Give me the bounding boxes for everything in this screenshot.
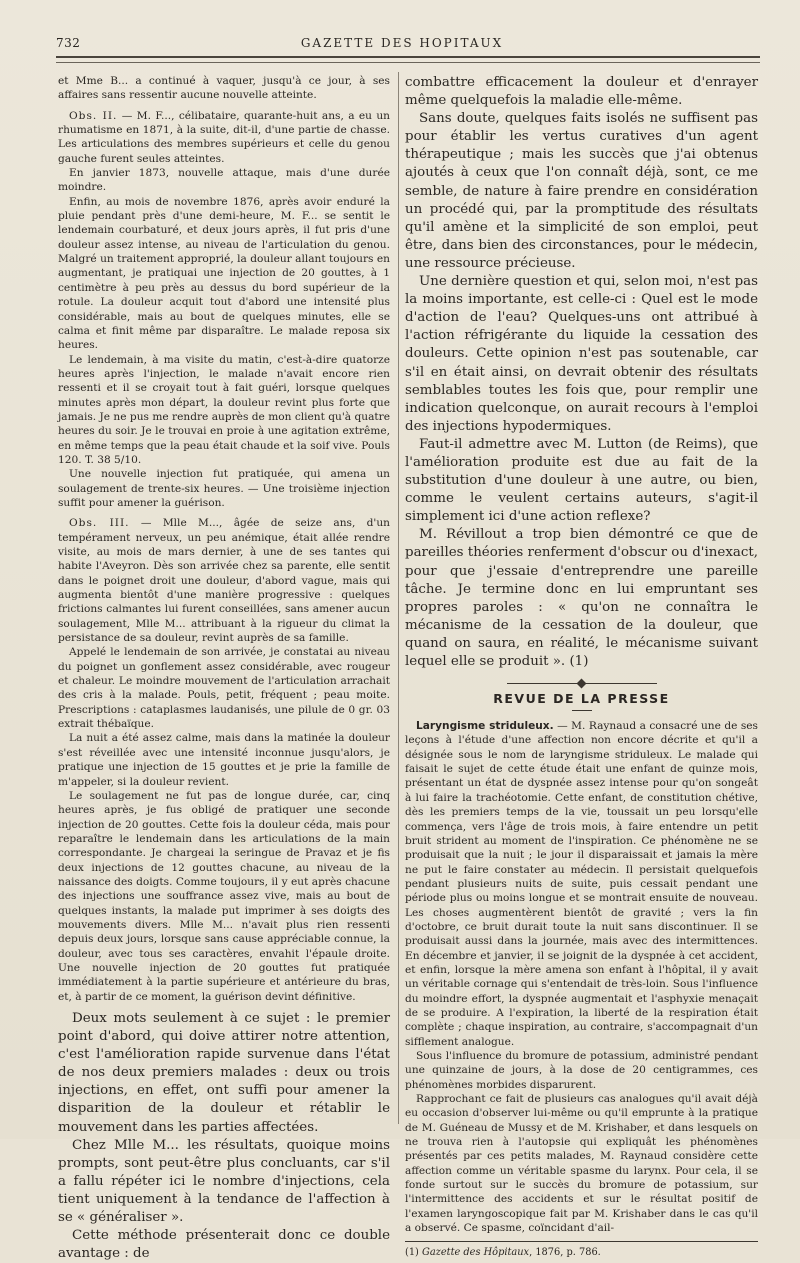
paragraph: Une nouvelle injection fut pratiquée, qui amena un soulagement de trente-six heures. — Une troisième injection suffit pour amener la guérison.	[58, 468, 390, 509]
paragraph: Enfin, au mois de novembre 1876, après avoir enduré la pluie pendant près d'une demi-heure, M. F... se sentit le lendemain courbaturé, et deux jours après, il fut pris d'une douleur assez intense, au niveau de l'articulation du genou. Malgré un traitement approprié, la douleur allant toujours en augmentant, je pratiquai une injection de 20 gouttes, à 1 centimètre à peu près au dessus du bord supérieur de la rotule. La douleur acquit tout d'abord une intensité plus considérable, mais au bout de quelques minutes, elle se calma et finit même par disparaître. Le malade reposa six heures.	[58, 195, 390, 352]
observation-text: — Mlle M..., âgée de seize ans, d'un tempérament nerveux, un peu anémique, était allée rendre visite, au mois de mars dernier, à une de ses tantes qui habite l'Aveyron. Dès son arrivée chez sa parente, elle sentit dans le poignet droit une douleur, d'abord vague, mais qui augmenta bientôt d'une manière progressive : quelques frictions calmantes lui furent conseillées, sans amener aucun soulagement, Mlle M... attribuant à la rigueur du climat la persistance de sa douleur, revint auprès de sa famille.	[58, 517, 390, 645]
running-title: GAZETTE DES HOPITAUX	[300, 36, 504, 50]
press-item-title: Laryngisme striduleux.	[416, 720, 554, 733]
observation-3	[58, 516, 390, 645]
footnote-mark: (1)	[405, 1247, 422, 1259]
paragraph: La nuit a été assez calme, mais dans la matinée la douleur s'est réveillée avec une intensité inconnue jusqu'alors, je pratique une injection de 15 gouttes et je prie la famille de m'appeler, si la douleur revient.	[58, 732, 390, 788]
commentary-continued	[405, 74, 758, 671]
page-number: 732	[56, 36, 81, 50]
paragraph: Deux mots seulement à ce sujet : le premier point d'abord, qui doive attirer notre attention, c'est l'amélioration rapide survenue dans l'état de nos deux premiers malades : deux ou trois injections, en effet, ont suffi pour amener la disparition de la douleur et rétablir le mouvement dans les parties affectées.	[58, 1011, 390, 1135]
footnote-source: Gazette des Hôpitaux	[422, 1247, 530, 1259]
paragraph: Cette méthode présenterait donc ce double avantage : de	[58, 1228, 390, 1262]
paragraph: Une dernière question et qui, selon moi, n'est pas la moins importante, est celle-ci : Quel est le mode d'action de l'eau? Quelques-uns ont attribué à l'action réfrigérante du liquide la cessation des douleurs. Cette opinion n'est pas soutenable, car s'il en était ainsi, on devrait obtenir des résultats semblables toutes les fois que, pour remplir une indication quelconque, on aurait recours à l'emploi des injections hypodermiques.	[405, 274, 758, 434]
paragraph: En janvier 1873, nouvelle attaque, mais d'une durée moindre.	[58, 167, 390, 194]
header-rule	[56, 56, 760, 58]
paragraph: Le soulagement ne fut pas de longue durée, car, cinq heures après, je fus obligé de pratiquer une seconde injection de 20 gouttes. Cette fois la douleur céda, mais pour reparaître le lendemain dans les articulations de la main correspondante. Je chargeai la seringue de Pravaz et je fis deux injections de 12 gouttes chacune, au niveau de la naissance des doigts. Comme toujours, il y eut après chacune des injections une souffrance assez vive, mais au bout de quelques instants, la malade put imprimer à ses doigts des mouvements divers. Mlle M... n'avait plus rien ressenti depuis deux jours, lorsque sans cause appréciable connue, la douleur, avec tous ses caractères, envahit l'épaule droite. Une nouvelle injection de 20 gouttes fut pratiquée immédiatement à la partie supérieure et antérieure du bras, et, à partir de ce moment, la guérison devint définitive.	[58, 789, 390, 1003]
section-dash	[572, 710, 592, 711]
paragraph: Rapprochant ce fait de plusieurs cas analogues qu'il avait déjà eu occasion d'observer lui-même ou qu'il emprunte à la pratique de M. Guéneau de Mussy et de M. Krishaber, et dans lesquels on ne trouva rien à l'autopsie qui expliquât les phénomènes présentés par ces petits malades, M. Raynaud considère cette affection comme un véritable spasme du larynx. Pour cela, il se fonde surtout sur le succès du bromure de potassium, sur l'intermittence des accidents et sur le résultat positif de l'examen laryngoscopique fait par M. Krishaber dans le cas qu'il a observé. Ce spasme, coïncidant d'ail-	[405, 1093, 758, 1235]
observations-block	[58, 74, 390, 1004]
footnote	[405, 1246, 758, 1259]
header-rule-thin	[56, 62, 760, 63]
paragraph: Sous l'influence du bromure de potassium, administré pendant une quinzaine de jours, à la dose de 20 centigrammes, ces phénomènes morbides disparurent.	[405, 1050, 758, 1091]
paragraph: et Mme B... a continué à vaquer, jusqu'à ce jour, à ses affaires sans ressentir aucune nouvelle atteinte.	[58, 75, 390, 102]
press-item	[405, 719, 758, 1049]
observation-label: Obs. III.	[69, 517, 130, 530]
right-column	[405, 74, 758, 1259]
paragraph: Appelé le lendemain de son arrivée, je constatai au niveau du poignet un gonflement assez considérable, avec rougeur et chaleur. Le moindre mouvement de l'articulation arrachait des cris à la malade. Pouls, petit, fréquent ; peau moite. Prescriptions : cataplasmes laudanisés, une pilule de 0 gr. 03 extrait thébaïque.	[58, 646, 390, 731]
paragraph: combattre efficacement la douleur et d'enrayer même quelquefois la maladie elle-même.	[405, 75, 758, 109]
left-column	[58, 74, 391, 1262]
footnote-rest: , 1876, p. 786.	[529, 1247, 601, 1259]
observation-2	[58, 109, 390, 166]
observation-label: Obs. II.	[69, 109, 118, 122]
paragraph: Sans doute, quelques faits isolés ne suffisent pas pour établir les vertus curatives d'un agent thérapeutique ; mais les succès que j'ai obtenus ajoutés à ceux que l'on connaît déjà, sont, ce me semble, de nature à faire prendre en considération un procédé qui, par la promptitude des résultats qu'il amène et la simplicité de son emploi, peut être, dans bien des circonstances, pour le médecin, une ressource précieuse.	[405, 111, 758, 271]
commentary-block	[58, 1010, 390, 1263]
column-divider	[398, 72, 399, 1124]
footnote-rule	[405, 1241, 758, 1242]
press-review-block	[405, 719, 758, 1235]
paragraph: Chez Mlle M... les résultats, quoique moins prompts, sont peut-être plus concluants, car s'il a fallu répéter ici le nombre d'injections, cela tient uniquement à la tendance de l'affection à se « généraliser ».	[58, 1137, 390, 1226]
paragraph: Faut-il admettre avec M. Lutton (de Reims), que l'amélioration produite est due au fait de la substitution d'une douleur à une autre, ou bien, comme le veulent certains auteurs, s'agit-il simplement ici d'une action reflexe?	[405, 436, 758, 525]
press-item-text: — M. Raynaud a consacré une de ses leçons à l'étude d'une affection non encore décrite et qu'il a désignée sous le nom de laryngisme striduleux. Le malade qui faisait le sujet de cette étude était une enfant de quinze mois, présentant un état de dyspnée assez intense pour qu'on songeât à lui faire la trachéotomie. Cette enfant, de constitution chétive, dès les premiers temps de la vie, toussait un peu lorsqu'elle commença, vers l'âge de trois mois, à faire entendre un petit bruit strident au moment de l'inspiration. Ce phénomène ne se produisait que la nuit ; le jour il disparaissait et jamais la mère ne put le faire constater au médecin. Il persistait quelquefois pendant plusieurs nuits de suite, puis cessait pendant une période plus ou moins longue et se montrait ensuite de nouveau. Les choses augmentèrent bientôt de gravité ; vers la fin d'octobre, ce bruit durait toute la nuit sans discontinuer. Il se produisait aussi dans la journée, mais avec des intermittences. En décembre et janvier, il se joignit de la dyspnée à cet accident, et enfin, lorsque la mère amena son enfant à l'hôpital, il y avait un véritable cornage qui s'entendait de très-loin. Sous l'influence du moindre effort, la dyspnée augmentait et l'asphyxie menaçait de se produire. A l'expiration, la liberté de la respiration était complète ; chaque inspiration, au contraire, s'accompagnait d'un sifflement analogue.	[405, 720, 758, 1048]
paragraph: M. Révillout a trop bien démontré ce que de pareilles théories renferment d'obscur ou d'inexact, pour que j'essaie d'entreprendre une pareille tâche. Je termine donc en lui empruntant ses propres paroles : « qu'on ne connaîtra le mécanisme de la cessation de la douleur, que quand on saura, en réalité, le mécanisme suivant lequel elle se produit ». (1)	[405, 527, 758, 669]
paragraph: Le lendemain, à ma visite du matin, c'est-à-dire quatorze heures après l'injection, le malade n'avait encore rien ressenti et il se croyait tout à fait guéri, lorsque quelques minutes après mon départ, la douleur revint plus forte que jamais. Je ne pus me rendre auprès de mon client qu'à quatre heures du soir. Je le trouvai en proie à une agitation extrême, en même temps que la peau était chaude et la soif vive. Pouls 120. T. 38 5/10.	[58, 353, 390, 466]
section-title: REVUE DE LA PRESSE	[493, 691, 670, 707]
section-separator	[507, 679, 657, 687]
observation-text: — M. F..., célibataire, quarante-huit ans, a eu un rhumatisme en 1871, à la suite, dit-il, d'une partie de chasse. Les articulations des membres supérieurs et celle du genou gauche furent seules atteintes.	[58, 109, 391, 165]
page-header	[22, 36, 782, 56]
